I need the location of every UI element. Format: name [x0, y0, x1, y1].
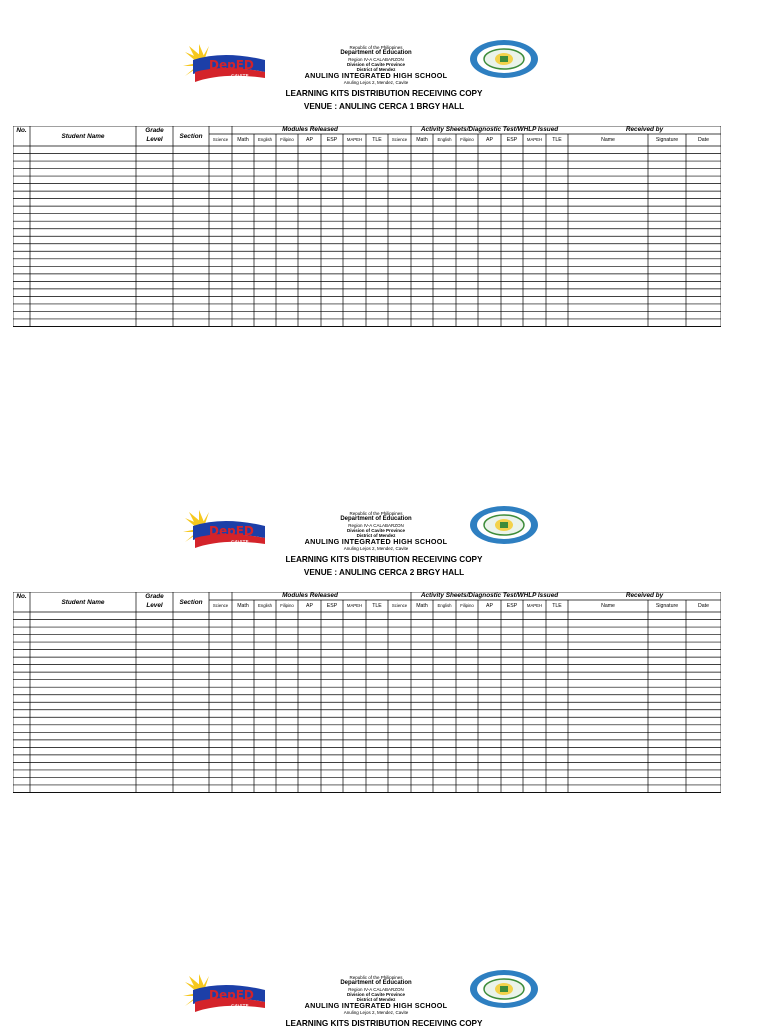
republic-line: Republic of the Philippines [349, 45, 403, 50]
distribution-table [13, 592, 721, 794]
header-student-name: Student Name [61, 133, 105, 140]
header-section: Section [179, 599, 203, 606]
subheader-received-signature: Signature [655, 603, 679, 609]
header-no: No. [16, 593, 27, 600]
letterhead-text [290, 975, 462, 1015]
subheader-ap: AP [486, 603, 493, 609]
logo-text: DepED [209, 988, 254, 1002]
school-name: ANULING INTEGRATED HIGH SCHOOL [304, 1001, 448, 1011]
form-title: LEARNING KITS DISTRIBUTION RECEIVING COPY [285, 555, 483, 564]
venue-title: VENUE : ANULING CERCA 2 BRGY HALL [303, 568, 465, 577]
header-section: Section [179, 133, 203, 140]
republic-line: Republic of the Philippines [349, 511, 403, 516]
subheader-esp: ESP [506, 603, 518, 609]
header-grade: Grade [145, 593, 164, 600]
header-modules-released: Modules Released [282, 592, 338, 599]
header-activity-sheets: Activity Sheets/Diagnostic Test/WHLP Issued [420, 592, 559, 599]
department-line: Department of Education [340, 50, 412, 57]
district-line: District of Mendez [356, 533, 396, 539]
subheader-ap: AP [486, 137, 493, 143]
subheader-filipino: Filipino [280, 603, 294, 608]
header-received-by: Received by [625, 592, 664, 599]
logo-text: DepED [209, 58, 254, 72]
division-line: Division of Cavite Province [346, 61, 406, 67]
venue-title: VENUE : ANULING CERCA 1 BRGY HALL [303, 102, 465, 111]
division-line: Division of Cavite Province [346, 527, 406, 533]
subheader-tle: TLE [372, 603, 382, 609]
letterhead-text [290, 45, 462, 85]
subheader-received-signature: Signature [655, 137, 679, 143]
subheader-filipino: Filipino [460, 137, 474, 142]
subheader-science: Science [212, 137, 229, 142]
school-name: ANULING INTEGRATED HIGH SCHOOL [304, 537, 448, 547]
header-received-by: Received by [625, 126, 664, 133]
logo-subtext: CAVITE [231, 540, 249, 546]
header-level: Level [146, 136, 163, 143]
region-line: Region IV-A CALABARZON [348, 522, 404, 528]
department-line: Department of Education [340, 980, 412, 987]
school-seal-icon [469, 969, 539, 1009]
header-modules-released: Modules Released [282, 126, 338, 133]
subheader-filipino: Filipino [460, 603, 474, 608]
logo-subtext: CAVITE [231, 1004, 249, 1010]
republic-line: Republic of the Philippines [349, 975, 403, 980]
subheader-filipino: Filipino [280, 137, 294, 142]
school-seal-icon [469, 39, 539, 79]
subheader-mapeh: MAPEH [346, 137, 363, 142]
division-line: Division of Cavite Province [346, 991, 406, 997]
subheader-tle: TLE [372, 137, 382, 143]
subheader-mapeh: MAPEH [346, 603, 363, 608]
header-level: Level [146, 602, 163, 609]
subheader-tle: TLE [552, 603, 562, 609]
header-activity-sheets: Activity Sheets/Diagnostic Test/WHLP Issued [420, 126, 559, 133]
subheader-ap: AP [306, 603, 313, 609]
subheader-tle: TLE [552, 137, 562, 143]
region-line: Region IV-A CALABARZON [348, 986, 404, 992]
deped-cavite-logo [183, 510, 267, 550]
district-line: District of Mendez [356, 67, 396, 73]
district-line: District of Mendez [356, 997, 396, 1003]
subheader-received-name: Name [601, 603, 615, 609]
subheader-math: Math [237, 137, 249, 143]
subheader-math: Math [237, 603, 249, 609]
subheader-science: Science [391, 137, 408, 142]
subheader-mapeh: MAPEH [526, 137, 543, 142]
subheader-english: English [437, 137, 452, 142]
form-title: LEARNING KITS DISTRIBUTION RECEIVING COPY [285, 1019, 483, 1028]
address-line: Anuling Lejos 2, Mendez, Cavite [343, 1010, 409, 1016]
region-line: Region IV-A CALABARZON [348, 56, 404, 62]
header-no: No. [16, 127, 27, 134]
logo-subtext: CAVITE [231, 74, 249, 80]
subheader-received-date: Date [698, 137, 709, 143]
distribution-table [13, 126, 721, 328]
subheader-received-date: Date [698, 603, 709, 609]
subheader-esp: ESP [326, 137, 338, 143]
letterhead [0, 510, 768, 554]
subheader-received-name: Name [601, 137, 615, 143]
subheader-science: Science [212, 603, 229, 608]
letterhead [0, 974, 768, 1018]
header-student-name: Student Name [61, 599, 105, 606]
subheader-esp: ESP [506, 137, 518, 143]
address-line: Anuling Lejos 2, Mendez, Cavite [343, 80, 409, 86]
subheader-math: Math [416, 603, 428, 609]
letterhead [0, 44, 768, 88]
subheader-mapeh: MAPEH [526, 603, 543, 608]
address-line: Anuling Lejos 2, Mendez, Cavite [343, 546, 409, 552]
school-seal-icon [469, 505, 539, 545]
letterhead-text [290, 511, 462, 551]
subheader-esp: ESP [326, 603, 338, 609]
form-title: LEARNING KITS DISTRIBUTION RECEIVING COPY [285, 89, 483, 98]
subheader-ap: AP [306, 137, 313, 143]
subheader-english: English [257, 137, 273, 142]
deped-cavite-logo [183, 44, 267, 84]
deped-cavite-logo [183, 974, 267, 1014]
subheader-english: English [257, 603, 273, 608]
school-name: ANULING INTEGRATED HIGH SCHOOL [304, 71, 448, 81]
subheader-math: Math [416, 137, 428, 143]
logo-text: DepED [209, 524, 254, 538]
subheader-english: English [437, 603, 452, 608]
header-grade: Grade [145, 127, 164, 134]
department-line: Department of Education [340, 516, 412, 523]
subheader-science: Science [391, 603, 408, 608]
